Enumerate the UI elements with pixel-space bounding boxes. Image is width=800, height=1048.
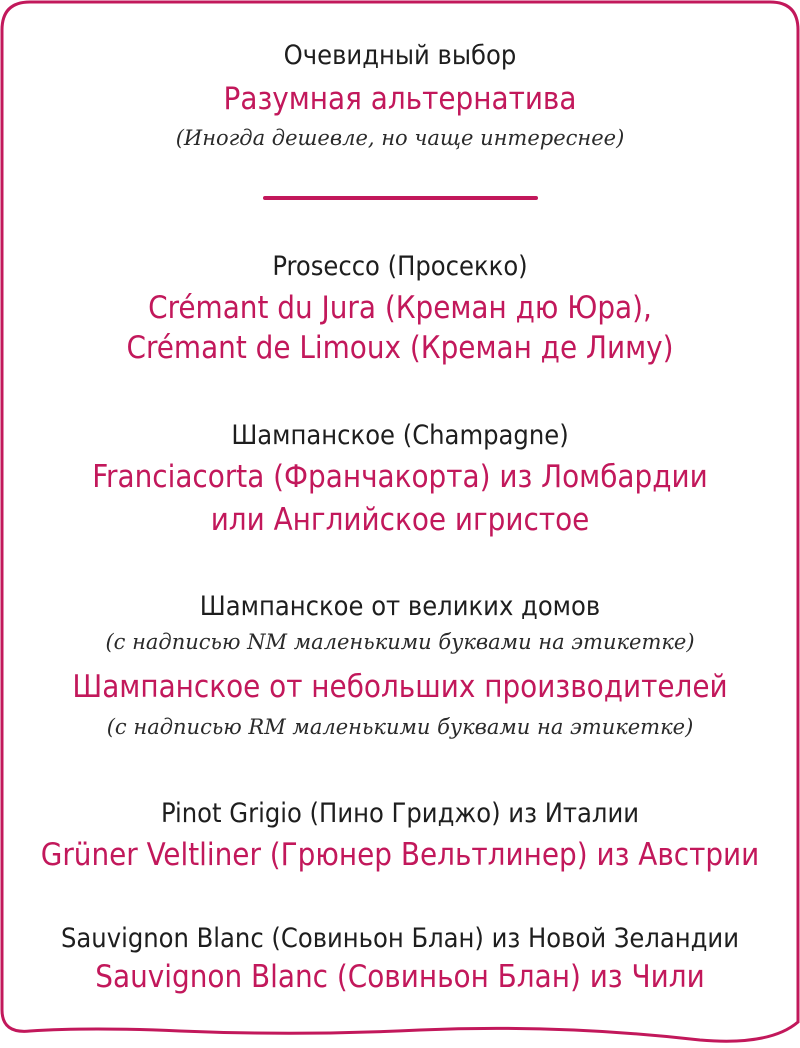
obvious-choice-heading: Очевидный выбор [283,40,517,71]
alternative-wine-3-note: (с надписью RM маленькими буквами на этикетке) [106,715,694,739]
obvious-wine-2: Шампанское (Champagne) [231,420,569,451]
alternative-wine-5: Sauvignon Blanc (Совиньон Блан) из Чили [95,959,705,995]
obvious-wine-3: Шампанское от великих домов [199,591,601,622]
alternative-wine-1-line-2: Crémant de Limoux (Креман де Лиму) [126,330,674,366]
obvious-wine-3-note: (с надписью NM маленькими буквами на этикетке) [105,630,695,654]
alternative-wine-2-line-1: Franciacorta (Франчакорта) из Ломбардии [92,459,708,495]
alternative-wine-1-line-1: Crémant du Jura (Креман дю Юра), [148,290,652,326]
obvious-wine-1: Prosecco (Просекко) [272,251,528,282]
obvious-wine-4: Pinot Grigio (Пино Гриджо) из Италии [160,798,640,829]
alternative-wine-2-line-2: или Английское игристое [210,502,590,538]
obvious-wine-5: Sauvignon Blanc (Совиньон Блан) из Новой Зеландии [61,923,739,954]
alternative-wine-4: Grüner Veltliner (Грюнер Вельтлинер) из Австрии [40,837,760,873]
alternative-wine-3: Шампанское от небольших производителей [72,669,728,705]
alternative-choice-heading: Разумная альтернатива [223,81,577,117]
alternative-choice-note: (Иногда дешевле, но чаще интереснее) [175,126,625,150]
header-divider [263,196,538,200]
